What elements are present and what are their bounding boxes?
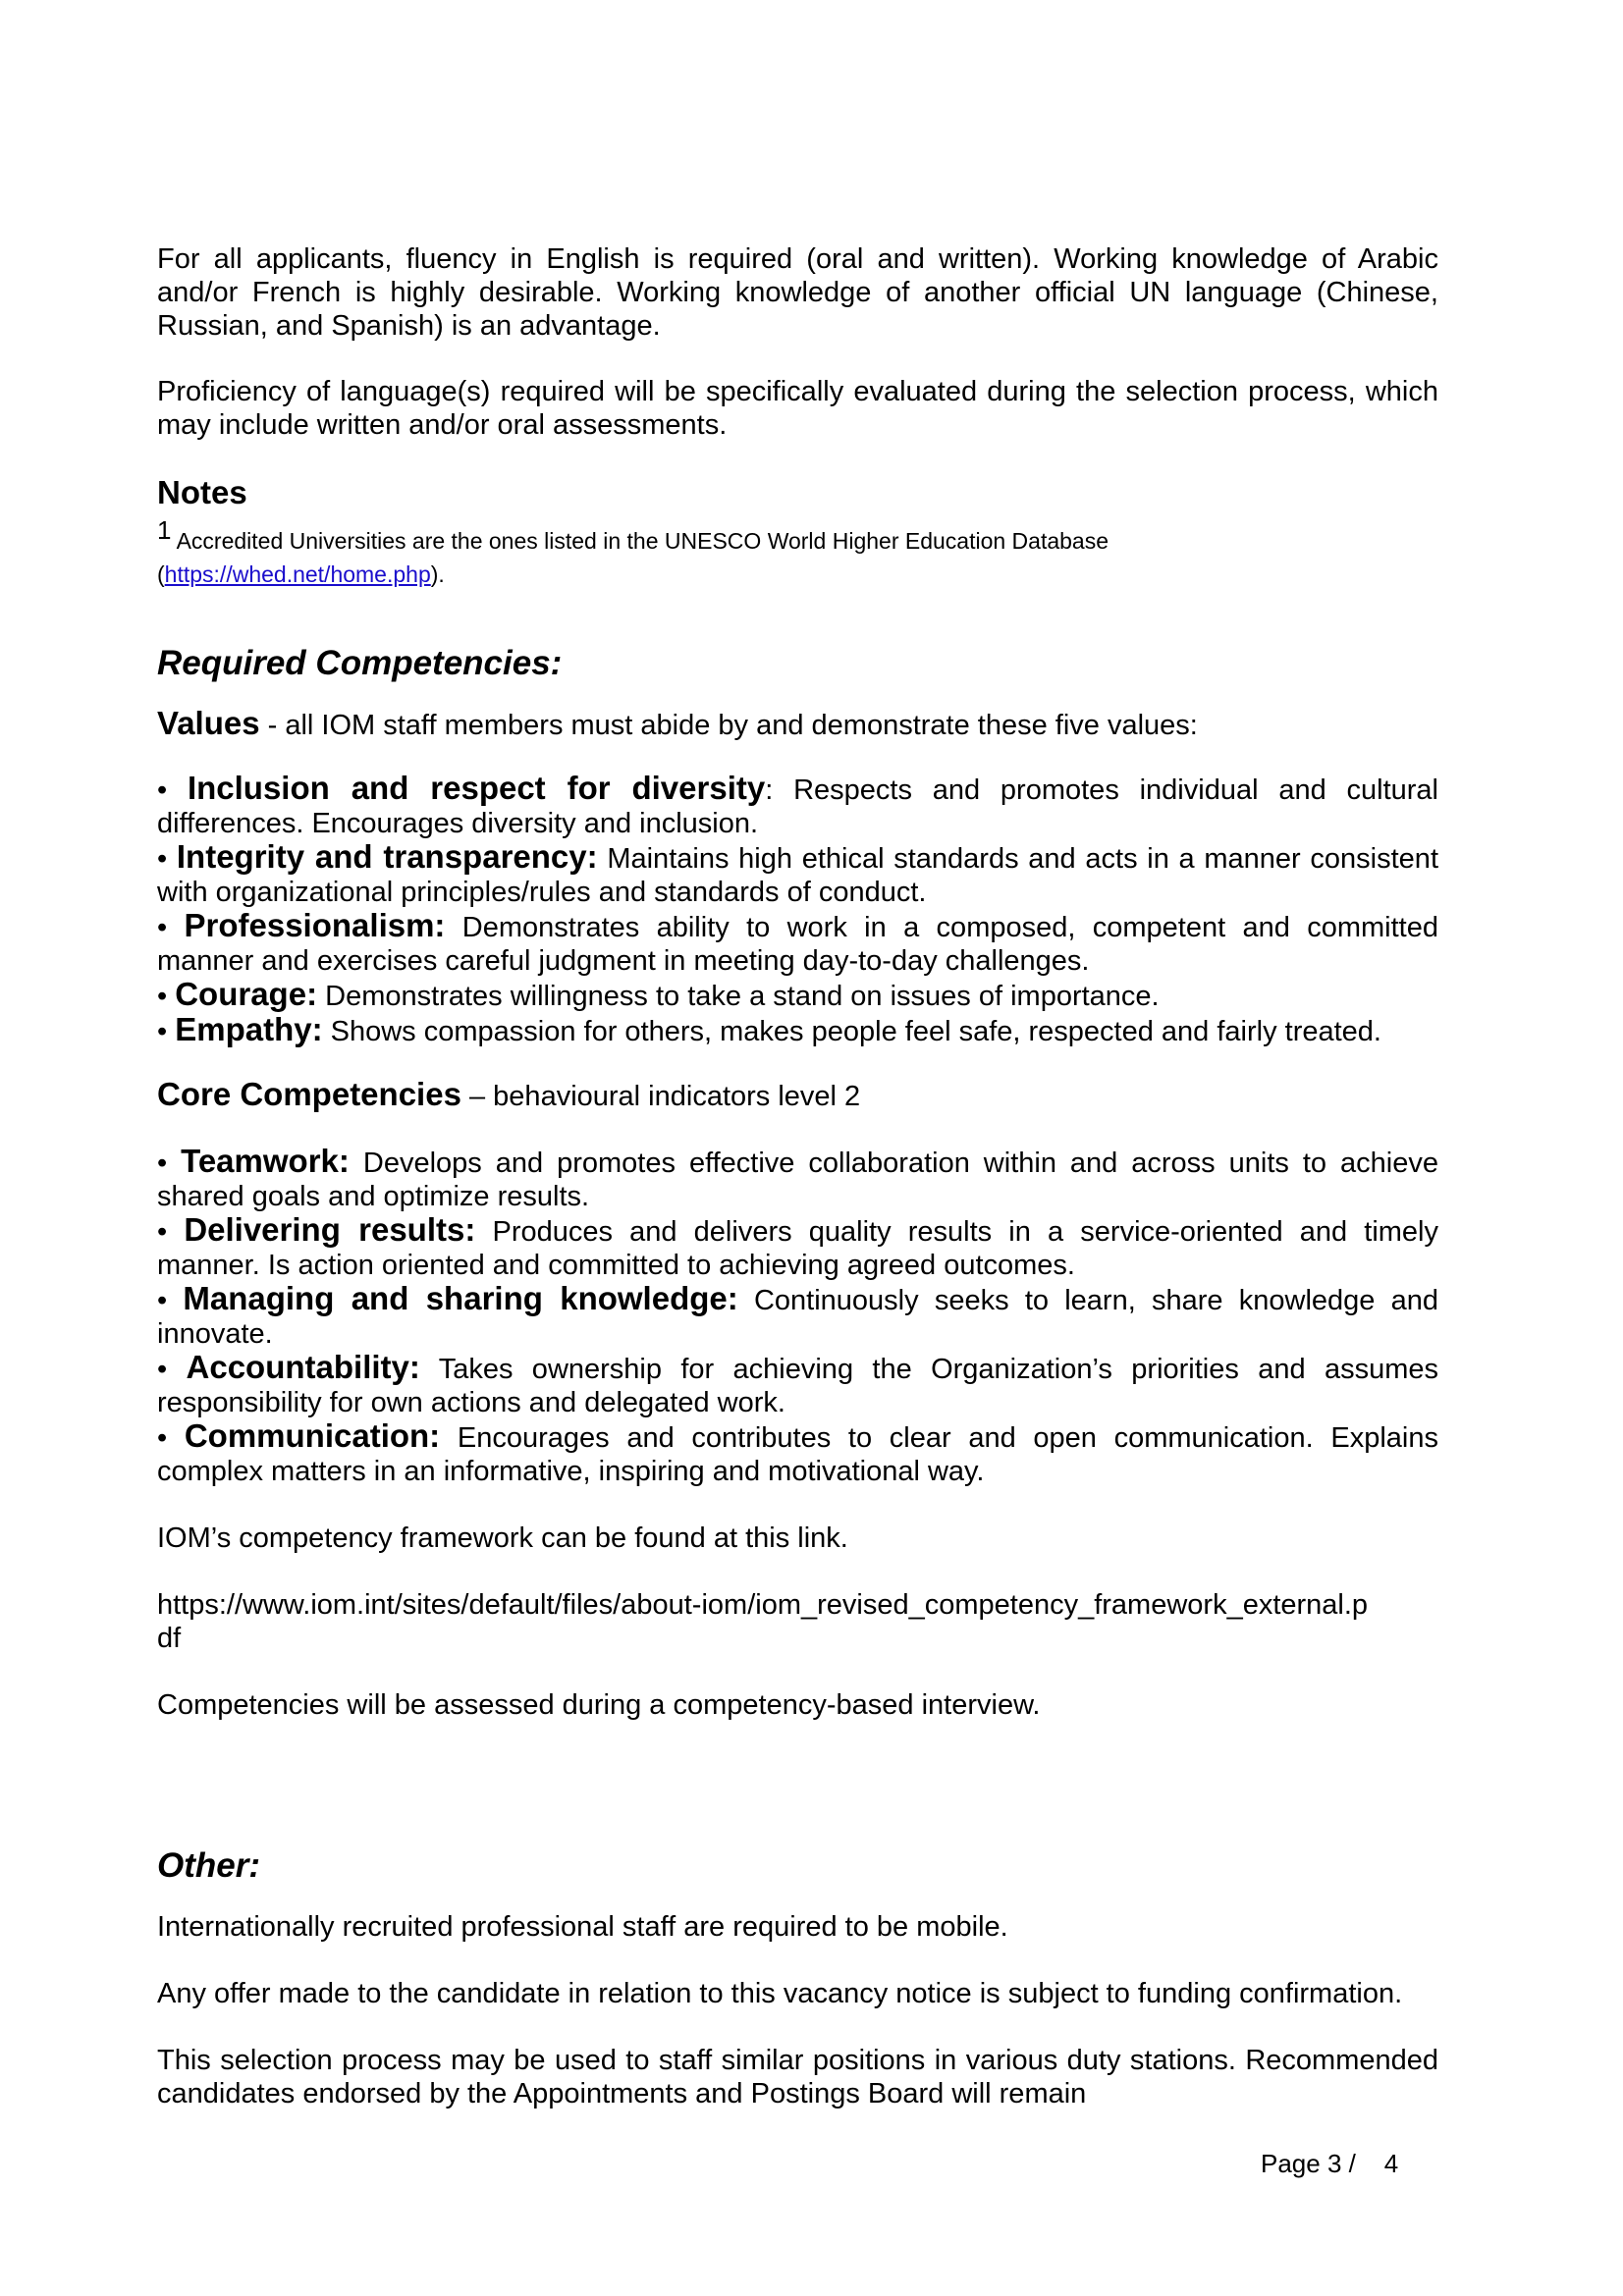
value-term: Integrity and transparency: <box>176 838 598 875</box>
values-label: Values <box>157 705 260 741</box>
bullet: • <box>157 1016 176 1047</box>
value-desc: Shows compassion for others, makes people feel safe, respected and fairly treated. <box>322 1016 1381 1047</box>
bullet: • <box>157 912 185 943</box>
language-requirement-paragraph: For all applicants, fluency in English is required (oral and written). Working knowledge of Arabic and/or French is highly desirable. Working knowledge of another official UN language (Chinese, Russian, and Spanish) is an advantage. <box>157 243 1438 342</box>
bullet: • <box>157 1354 187 1385</box>
core-desc: Encourages and contributes to clear and open communication. Explains complex matters in an informative, inspiring and motivational way. <box>157 1422 1438 1487</box>
framework-text: IOM’s competency framework can be found at this link. <box>157 1522 848 1554</box>
core-term: Communication: <box>184 1417 441 1454</box>
page-number: Page 3 / 4 <box>1261 2149 1399 2178</box>
value-term: Inclusion and respect for diversity <box>187 770 766 806</box>
core-item <box>157 1282 1438 1351</box>
value-desc: Demonstrates willingness to take a stand on issues of importance. <box>317 981 1160 1012</box>
framework-url-line-2[interactable]: df <box>157 1623 182 1654</box>
values-intro-text: - all IOM staff members must abide by and demonstrate these five values: <box>259 710 1198 741</box>
footnote-marker: 1 <box>157 515 172 545</box>
core-competencies-label: Core Competencies <box>157 1076 461 1112</box>
value-desc: : Respects and promotes individual and cultural differences. Encourages diversity and inclusion. <box>157 774 1438 839</box>
core-competencies-intro <box>157 1078 1438 1113</box>
language-proficiency-paragraph: Proficiency of language(s) required will be specifically evaluated during the selection process, which may include written and/or oral assessments. <box>157 376 1438 441</box>
core-term: Delivering results: <box>184 1211 476 1248</box>
values-intro <box>157 707 1438 742</box>
value-item <box>157 909 1438 978</box>
value-item <box>157 978 1438 1013</box>
core-item <box>157 1351 1438 1419</box>
value-item <box>157 840 1438 909</box>
core-term: Accountability: <box>186 1349 420 1385</box>
mobility-paragraph: Internationally recruited professional staff are required to be mobile. <box>157 1911 1008 1943</box>
bullet: • <box>157 981 176 1012</box>
core-competencies-intro-text: – behavioural indicators level 2 <box>460 1081 861 1112</box>
notes-heading: Notes <box>157 474 247 510</box>
bullet: • <box>157 1422 185 1454</box>
core-term: Managing and sharing knowledge: <box>183 1280 738 1316</box>
core-competencies-list <box>157 1145 1438 1488</box>
core-item <box>157 1419 1438 1488</box>
bullet: • <box>157 843 177 875</box>
core-item <box>157 1213 1438 1282</box>
competency-assessment-text: Competencies will be assessed during a competency-based interview. <box>157 1689 1041 1721</box>
value-desc: Maintains high ethical standards and acts in a manner consistent with organizational principles/rules and standards of conduct. <box>157 843 1438 908</box>
core-desc: Continuously seeks to learn, share knowledge and innovate. <box>157 1285 1439 1350</box>
value-desc: Demonstrates ability to work in a composed, competent and committed manner and exercises careful judgment in meeting day-to-day challenges. <box>157 912 1438 977</box>
required-competencies-title: Required Competencies: <box>157 644 563 682</box>
whed-link[interactable]: https://whed.net/home.php <box>164 561 431 587</box>
other-title: Other: <box>157 1846 260 1885</box>
value-item <box>157 1013 1438 1048</box>
bullet: • <box>157 774 188 806</box>
framework-url-line-1[interactable]: https://www.iom.int/sites/default/files/about-iom/iom_revised_competency_framework_external.p <box>157 1589 1369 1621</box>
footnote-link-open: ( <box>157 561 165 587</box>
core-desc: Takes ownership for achieving the Organization’s priorities and assumes responsibility for own actions and delegated work. <box>157 1354 1438 1418</box>
footnote-1 <box>157 515 1438 591</box>
core-desc: Develops and promotes effective collaboration within and across units to achieve shared goals and optimize results. <box>157 1148 1438 1212</box>
funding-paragraph: Any offer made to the candidate in relation to this vacancy notice is subject to funding confirmation. <box>157 1978 1403 2009</box>
footnote-text: Accredited Universities are the ones listed in the UNESCO World Higher Education Database <box>171 528 1109 554</box>
value-term: Professionalism: <box>184 907 446 943</box>
framework-url[interactable] <box>157 1588 1438 1655</box>
document-page <box>157 242 1438 2110</box>
value-item <box>157 772 1438 840</box>
selection-process-paragraph: This selection process may be used to staff similar positions in various duty stations. Recommended candidates endorsed by the Appointments and Postings Board will remain <box>157 2045 1438 2109</box>
values-list <box>157 772 1438 1048</box>
value-term: Empathy: <box>175 1011 323 1047</box>
bullet: • <box>157 1148 182 1179</box>
bullet: • <box>157 1216 185 1248</box>
value-term: Courage: <box>175 976 318 1012</box>
core-term: Teamwork: <box>181 1143 350 1179</box>
footnote-link-close: ). <box>430 561 445 587</box>
core-desc: Produces and delivers quality results in a service-oriented and timely manner. Is action oriented and committed to achieving agreed outcomes. <box>157 1216 1438 1281</box>
bullet: • <box>157 1285 184 1316</box>
core-item <box>157 1145 1438 1213</box>
